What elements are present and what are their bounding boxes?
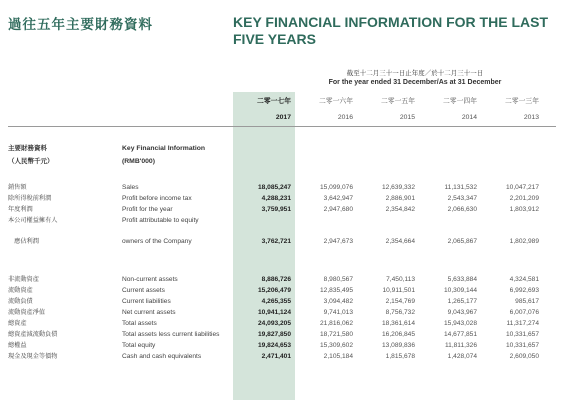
value-2016: 21,816,062	[319, 320, 353, 327]
year-2014: 2014	[461, 114, 477, 121]
value-2016: 2,947,673	[323, 238, 353, 245]
value-2016: 15,099,076	[319, 184, 353, 191]
value-2017: 3,759,951	[261, 206, 291, 213]
row-label-chinese: 本公司權益擁有人	[8, 217, 58, 224]
value-2014: 14,677,851	[443, 331, 477, 338]
value-2016: 2,105,184	[323, 353, 353, 360]
year-zh-2013: 二零一三年	[505, 98, 539, 105]
value-2016: 15,309,602	[319, 342, 353, 349]
row-label-chinese: 除所得稅前利潤	[8, 195, 52, 202]
row-label-chinese: 流動負債	[8, 298, 33, 305]
row-label: Total equity	[122, 342, 156, 349]
value-2017: 2,471,401	[261, 353, 291, 360]
row-label-chinese: 總資產減流動負債	[8, 331, 58, 338]
row-label: Non-current assets	[122, 276, 178, 283]
value-2014: 10,309,144	[443, 287, 477, 294]
value-2017: 19,827,850	[257, 331, 291, 338]
value-2014: 1,428,074	[447, 353, 477, 360]
value-2013: 10,047,217	[505, 184, 539, 191]
value-2014: 15,943,028	[443, 320, 477, 327]
table-row	[0, 182, 562, 193]
value-2013: 11,317,274	[506, 320, 539, 327]
value-2014: 2,543,347	[447, 195, 477, 202]
table-row	[0, 296, 562, 307]
year-header-chinese-row	[0, 96, 562, 107]
row-label-chinese: 總資產	[8, 320, 27, 327]
value-2013: 1,802,989	[509, 238, 539, 245]
table-row	[0, 204, 562, 215]
table-row	[0, 351, 562, 362]
value-2016: 2,947,680	[323, 206, 353, 213]
value-2017: 4,265,355	[261, 298, 291, 305]
value-2014: 1,265,177	[447, 298, 477, 305]
row-label: Profit attributable to equity	[122, 217, 199, 224]
value-2014: 11,131,532	[444, 184, 477, 191]
table-header-chinese: 主要財務資料	[8, 144, 47, 152]
value-2013: 10,331,657	[505, 331, 539, 338]
table-row	[0, 340, 562, 351]
value-2017: 10,941,124	[257, 309, 291, 316]
value-2014: 9,043,967	[447, 309, 477, 316]
row-label-chinese: 年度利潤	[8, 206, 33, 213]
row-label: Profit for the year	[122, 206, 173, 213]
row-label-chinese: 現金及現金等價物	[8, 353, 58, 360]
value-2013: 2,609,050	[509, 353, 539, 360]
table-row	[0, 307, 562, 318]
value-2015: 13,089,836	[381, 342, 415, 349]
value-2017: 24,093,205	[257, 320, 291, 327]
value-2015: 2,354,842	[385, 206, 415, 213]
value-2015: 2,354,664	[385, 238, 415, 245]
row-label-chinese: 總權益	[8, 342, 27, 349]
value-2016: 3,094,482	[323, 298, 353, 305]
value-2013: 2,201,209	[509, 195, 539, 202]
row-label: Total assets less current liabilities	[122, 331, 220, 338]
table-row	[0, 215, 562, 226]
period-caption-chinese: 截至十二月三十一日止年度／於十二月三十一日	[346, 69, 484, 77]
value-2016: 18,721,580	[319, 331, 353, 338]
year-2015: 2015	[399, 114, 415, 121]
value-2014: 2,065,867	[447, 238, 477, 245]
row-label: Current assets	[122, 287, 165, 294]
value-2014: 5,633,884	[447, 276, 477, 283]
value-2017: 8,886,726	[261, 276, 291, 283]
value-2013: 6,007,076	[509, 309, 539, 316]
value-2015: 2,154,769	[385, 298, 415, 305]
row-label: Current liabilities	[122, 298, 171, 305]
row-label: Cash and cash equivalents	[122, 353, 202, 360]
value-2013: 6,992,693	[509, 287, 539, 294]
value-2015: 8,756,732	[385, 309, 415, 316]
value-2016: 9,741,013	[323, 309, 353, 316]
year-2013: 2013	[523, 114, 539, 121]
row-label: owners of the Company	[122, 238, 192, 245]
table-row	[0, 285, 562, 296]
value-2017: 3,762,721	[261, 238, 291, 245]
value-2013: 1,803,912	[509, 206, 539, 213]
period-caption-english: For the year ended 31 December/As at 31 December	[328, 79, 502, 86]
row-label: Profit before income tax	[122, 195, 192, 202]
value-2014: 11,811,326	[444, 342, 477, 349]
value-2015: 18,361,614	[381, 320, 415, 327]
value-2013: 10,331,657	[505, 342, 539, 349]
table-header-english-unit: (RMB'000)	[122, 158, 155, 165]
value-2016: 12,835,495	[319, 287, 353, 294]
year-zh-2017: 二零一七年	[257, 98, 291, 105]
value-2013: 4,324,581	[509, 276, 539, 283]
year-2017: 2017	[275, 114, 291, 121]
value-2017: 15,206,479	[257, 287, 291, 294]
year-header-row	[0, 112, 562, 123]
value-2015: 1,815,678	[385, 353, 415, 360]
value-2015: 16,206,845	[381, 331, 415, 338]
table-row	[0, 329, 562, 340]
value-2013: 985,617	[515, 298, 539, 305]
value-2015: 10,911,501	[382, 287, 415, 294]
row-label-chinese: 應佔利潤	[8, 238, 39, 245]
table-header-english: Key Financial Information	[122, 145, 206, 152]
row-label: Sales	[122, 184, 139, 191]
row-label-chinese: 銷售額	[8, 184, 27, 191]
value-2015: 12,639,332	[381, 184, 415, 191]
table-divider	[8, 126, 556, 127]
value-2017: 18,085,247	[257, 184, 291, 191]
value-2016: 8,980,567	[323, 276, 353, 283]
year-2016: 2016	[337, 114, 353, 121]
table-row	[0, 236, 562, 247]
page-title-chinese: 過往五年主要財務資料	[8, 17, 153, 33]
row-label: Total assets	[122, 320, 157, 327]
row-label-chinese: 流動資產	[8, 287, 33, 294]
page-title-english: KEY FINANCIAL INFORMATION FOR THE LAST FIVE YEARS	[233, 14, 548, 47]
value-2017: 4,288,231	[261, 195, 291, 202]
year-zh-2016: 二零一六年	[319, 98, 353, 105]
row-label-chinese: 流動資產淨值	[8, 309, 46, 316]
table-row	[0, 318, 562, 329]
row-label: Net current assets	[122, 309, 176, 316]
value-2014: 2,066,630	[447, 206, 477, 213]
value-2017: 19,824,653	[257, 342, 291, 349]
year-zh-2014: 二零一四年	[443, 98, 477, 105]
table-row	[0, 274, 562, 285]
value-2016: 3,642,947	[323, 195, 353, 202]
value-2015: 2,886,901	[385, 195, 415, 202]
year-zh-2015: 二零一五年	[381, 98, 415, 105]
table-row	[0, 193, 562, 204]
table-header-chinese-unit: （人民幣千元）	[8, 157, 54, 165]
value-2015: 7,450,113	[386, 276, 415, 283]
row-label-chinese: 非流動資產	[8, 276, 39, 283]
